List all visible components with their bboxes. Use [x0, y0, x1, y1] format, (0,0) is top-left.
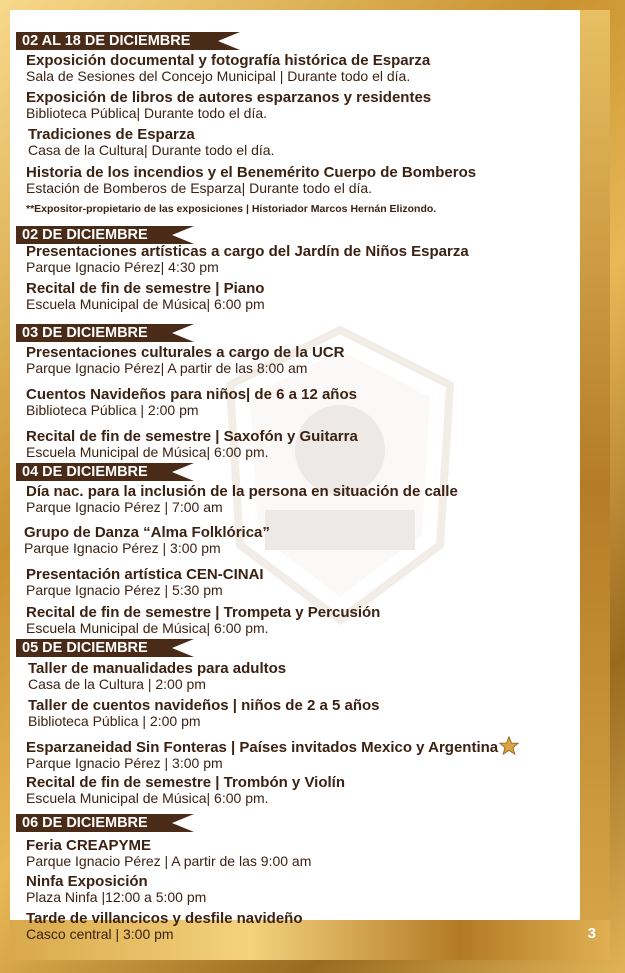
event-title: Taller de cuentos navideños | niños de 2 a 5 años — [28, 697, 380, 714]
event-title: Feria CREAPYME — [26, 837, 152, 854]
event-item — [26, 243, 606, 275]
event-title: Recital de fin de semestre | Trombón y Violín — [26, 774, 346, 791]
event-detail: Parque Ignacio Pérez| 4:30 pm — [26, 259, 219, 275]
event-item — [28, 660, 608, 692]
date-banner — [16, 32, 218, 50]
event-item — [26, 89, 606, 121]
event-title — [26, 736, 606, 756]
event-item — [26, 774, 606, 806]
star-icon — [499, 736, 519, 755]
event-title: Recital de fin de semestre | Piano — [26, 280, 265, 297]
page-number: 3 — [587, 925, 596, 942]
event-detail: Parque Ignacio Pérez | 3:00 pm — [24, 540, 221, 556]
date-label: 02 DE DICIEMBRE — [22, 227, 148, 243]
event-title: Exposición de libros de autores esparzanos y residentes — [26, 89, 432, 106]
event-detail: Casco central | 3:00 pm — [26, 926, 174, 942]
event-detail: Casa de la Cultura| Durante todo el día. — [28, 142, 275, 158]
event-title: Cuentos Navideños para niños| de 6 a 12 años — [26, 386, 357, 403]
event-item — [26, 736, 606, 771]
event-item — [26, 566, 606, 598]
event-title: Recital de fin de semestre | Trompeta y Percusión — [26, 604, 381, 621]
event-item — [26, 604, 606, 636]
event-detail: Escuela Municipal de Música| 6:00 pm. — [26, 620, 269, 636]
date-banner — [16, 226, 172, 244]
event-detail: Parque Ignacio Pérez | 3:00 pm — [26, 755, 223, 771]
event-item — [26, 873, 606, 905]
event-title: Presentaciones culturales a cargo de la UCR — [26, 344, 345, 361]
event-item — [26, 386, 606, 418]
event-title: Ninfa Exposición — [26, 873, 148, 890]
event-title-text: Esparzaneidad Sin Fonteras | Países invitados Mexico y Argentina — [26, 739, 499, 756]
event-item — [24, 524, 604, 556]
date-banner — [16, 324, 172, 342]
date-label: 06 DE DICIEMBRE — [22, 815, 148, 831]
event-item — [26, 344, 606, 376]
event-item — [26, 52, 606, 84]
event-item — [26, 280, 606, 312]
event-title: Historia de los incendios y el Benemérito Cuerpo de Bomberos — [26, 164, 477, 181]
event-detail: Biblioteca Pública | 2:00 pm — [26, 402, 199, 418]
event-item — [28, 126, 608, 158]
event-detail: Sala de Sesiones del Concejo Municipal | Durante todo el día. — [26, 68, 411, 84]
event-detail: Biblioteca Pública | 2:00 pm — [28, 713, 201, 729]
date-banner — [16, 463, 172, 481]
event-detail: Casa de la Cultura | 2:00 pm — [28, 676, 206, 692]
event-item — [26, 483, 606, 515]
event-title: Exposición documental y fotografía histórica de Esparza — [26, 52, 431, 69]
event-title: Tradiciones de Esparza — [28, 126, 195, 143]
event-detail: Parque Ignacio Pérez| A partir de las 8:00 am — [26, 360, 308, 376]
event-detail: Parque Ignacio Pérez | 7:00 am — [26, 499, 223, 515]
event-detail: Parque Ignacio Pérez | 5:30 pm — [26, 582, 223, 598]
date-banner — [16, 814, 172, 832]
date-label: 04 DE DICIEMBRE — [22, 464, 148, 480]
exhibitor-note: **Expositor-propietario de las exposiciones | Historiador Marcos Hernán Elizondo. — [26, 203, 437, 215]
event-title: Taller de manualidades para adultos — [28, 660, 287, 677]
event-detail: Parque Ignacio Pérez | A partir de las 9:00 am — [26, 853, 312, 869]
date-label: 03 DE DICIEMBRE — [22, 325, 148, 341]
event-detail: Estación de Bomberos de Esparza| Durante todo el día. — [26, 180, 373, 196]
event-title: Grupo de Danza “Alma Folklórica” — [24, 524, 270, 541]
event-detail: Escuela Municipal de Música| 6:00 pm — [26, 296, 265, 312]
event-detail: Biblioteca Pública| Durante todo el día. — [26, 105, 268, 121]
event-title: Presentaciones artísticas a cargo del Jardín de Niños Esparza — [26, 243, 469, 260]
event-title: Presentación artística CEN-CINAI — [26, 566, 264, 583]
event-title: Día nac. para la inclusión de la persona en situación de calle — [26, 483, 458, 500]
program-page — [10, 10, 610, 960]
event-item — [26, 910, 606, 942]
event-item — [26, 164, 606, 196]
event-title: Tarde de villancicos y desfile navideño — [26, 910, 303, 927]
event-detail: Escuela Municipal de Música| 6:00 pm. — [26, 444, 269, 460]
date-label: 02 AL 18 DE DICIEMBRE — [22, 33, 191, 49]
event-detail: Escuela Municipal de Música| 6:00 pm. — [26, 790, 269, 806]
date-banner — [16, 639, 172, 657]
event-item — [26, 428, 606, 460]
event-detail: Plaza Ninfa |12:00 a 5:00 pm — [26, 889, 207, 905]
event-title: Recital de fin de semestre | Saxofón y Guitarra — [26, 428, 358, 445]
event-item — [28, 697, 608, 729]
date-label: 05 DE DICIEMBRE — [22, 640, 148, 656]
event-item — [26, 837, 606, 869]
